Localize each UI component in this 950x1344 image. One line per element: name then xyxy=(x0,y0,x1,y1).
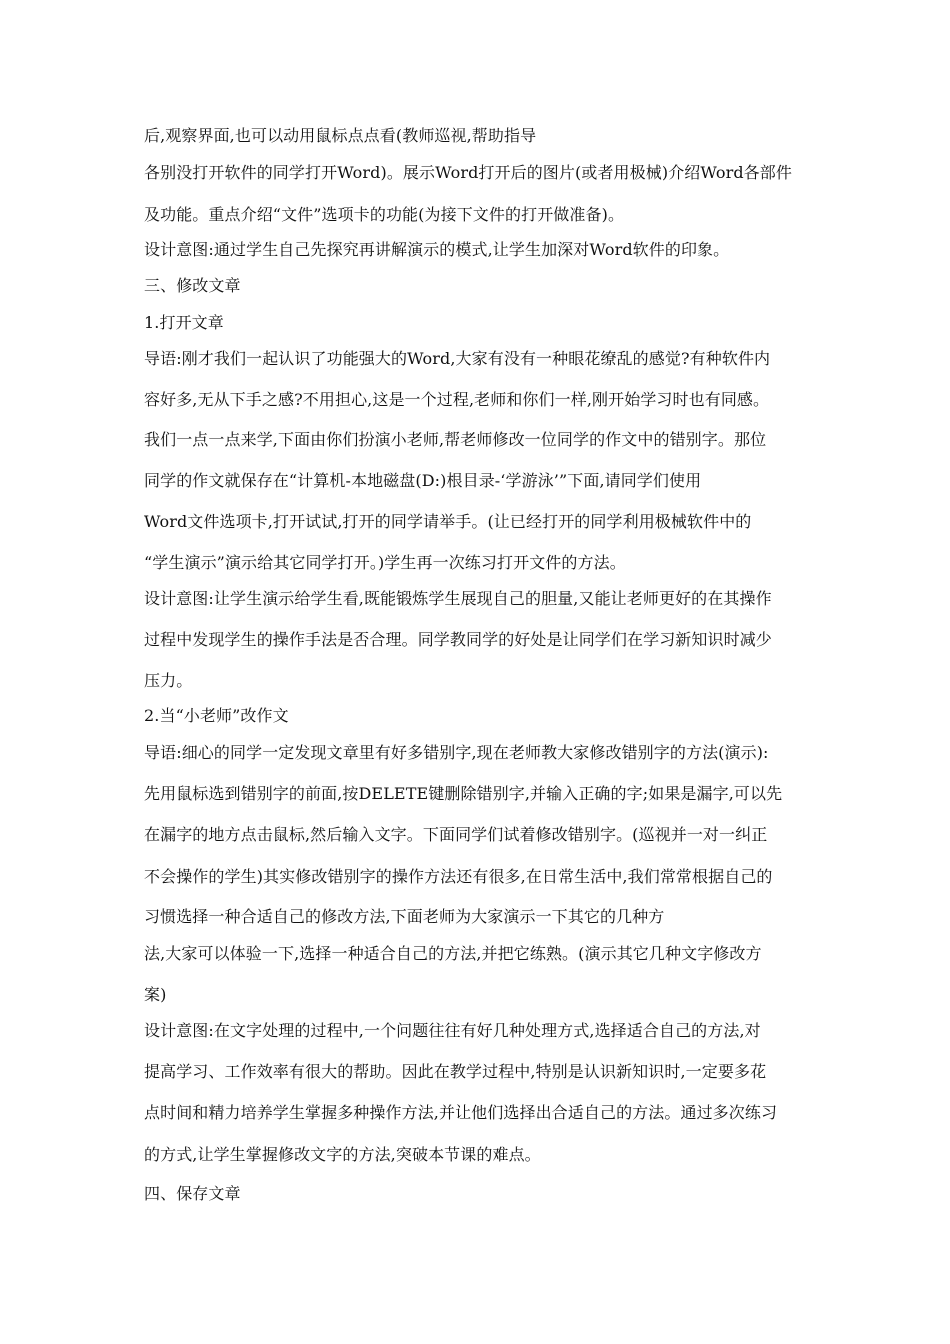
text-line: 在漏字的地方点击鼠标,然后输入文字。下面同学们试着修改错别字。(巡视并一对一纠正 xyxy=(144,825,768,844)
text-line: 我们一点一点来学,下面由你们扮演小老师,帮老师修改一位同学的作文中的错别字。那位 xyxy=(144,430,767,449)
section-heading: 四、保存文章 xyxy=(144,1184,241,1203)
text-line: 的方式,让学生掌握修改文字的方法,突破本节课的难点。 xyxy=(144,1145,541,1164)
text-line: 设计意图:在文字处理的过程中,一个问题往往有好几种处理方式,选择适合自己的方法,对 xyxy=(144,1021,761,1040)
text-line: 法,大家可以体验一下,选择一种适合自己的方法,并把它练熟。(演示其它几种文字修改方 xyxy=(144,944,762,963)
text-line: 导语:刚才我们一起认识了功能强大的Word,大家有没有一种眼花缭乱的感觉?有种软件内 xyxy=(144,349,771,368)
text-line: 设计意图:让学生演示给学生看,既能锻炼学生展现自己的胆量,又能让老师更好的在其操作 xyxy=(144,589,772,608)
text-line: 过程中发现学生的操作手法是否合理。同学教同学的好处是让同学们在学习新知识时减少 xyxy=(144,630,772,649)
text-line: 后,观察界面,也可以动用鼠标点点看(教师巡视,帮助指导 xyxy=(144,126,537,145)
text-line: 压力。 xyxy=(144,671,193,690)
text-line: 导语:细心的同学一定发现文章里有好多错别字,现在老师教大家修改错别字的方法(演示): xyxy=(144,743,769,762)
subsection-heading: 2.当“小老师”改作文 xyxy=(144,706,289,725)
text-line: 习惯选择一种合适自己的修改方法,下面老师为大家演示一下其它的几种方 xyxy=(144,907,665,926)
text-line: 提高学习、工作效率有很大的帮助。因此在教学过程中,特别是认识新知识时,一定要多花 xyxy=(144,1062,767,1081)
text-line: 案) xyxy=(144,985,167,1004)
text-line: 容好多,无从下手之感?不用担心,这是一个过程,老师和你们一样,刚开始学习时也有同感。 xyxy=(144,390,770,409)
text-line: 各别没打开软件的同学打开Word)。展示Word打开后的图片(或者用极械)介绍Word各部件 xyxy=(144,163,792,182)
text-line: 设计意图:通过学生自己先探究再讲解演示的模式,让学生加深对Word软件的印象。 xyxy=(144,240,730,259)
text-line: 及功能。重点介绍“文件”选项卡的功能(为接下文件的打开做准备)。 xyxy=(144,205,625,224)
text-line: “学生演示”演示给其它同学打开。)学生再一次练习打开文件的方法。 xyxy=(144,553,626,572)
text-line: Word文件选项卡,打开试试,打开的同学请举手。(让已经打开的同学利用极械软件中的 xyxy=(144,512,752,531)
text-line: 点时间和精力培养学生掌握多种操作方法,并让他们选择出合适自己的方法。通过多次练习 xyxy=(144,1103,778,1122)
text-line: 不会操作的学生)其实修改错别字的操作方法还有很多,在日常生活中,我们常常根据自己的 xyxy=(144,867,773,886)
text-line: 先用鼠标选到错别字的前面,按DELETE键删除错别字,并输入正确的字;如果是漏字,可以先 xyxy=(144,784,783,803)
text-line: 同学的作文就保存在“计算机-本地磁盘(D:)根目录-‘学游泳’”下面,请同学们使用 xyxy=(144,471,702,490)
subsection-heading: 1.打开文章 xyxy=(144,313,224,332)
section-heading: 三、修改文章 xyxy=(144,276,241,295)
